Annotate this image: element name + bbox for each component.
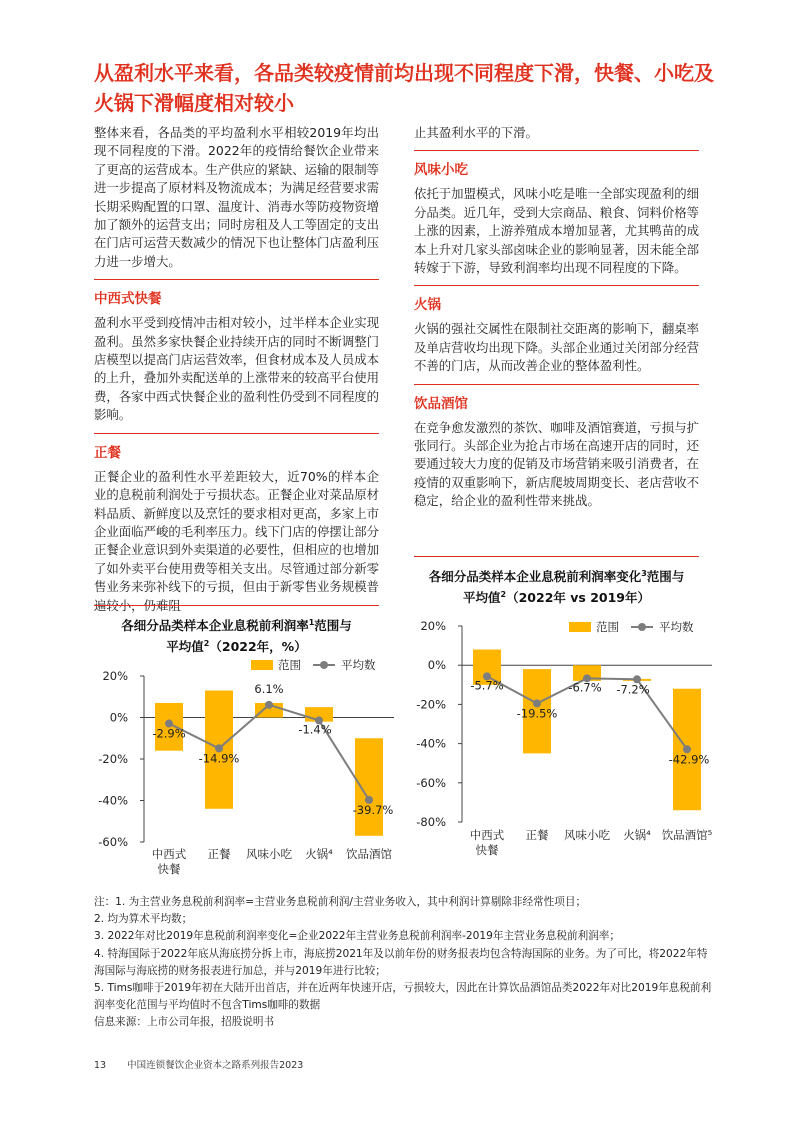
section-text-snacks: 依托于加盟模式，风味小吃是唯一全部实现盈利的细分品类。近几年，受到大宗商品、粮食、饲料价格等上涨的因素，上游养殖成本增加显著，尤其鸭苗的成本上升对几家头部卤味企业的影响显著，因未能全部转嫁于下游，导致利润率均出现不同程度的下降。 bbox=[414, 186, 699, 276]
section-title-drinks: 饮品酒馆 bbox=[414, 395, 468, 412]
value-label: -2.9% bbox=[152, 726, 186, 741]
category-label: 正餐 bbox=[525, 828, 549, 842]
section-title-full-service: 正餐 bbox=[94, 444, 121, 461]
page-footer bbox=[94, 1057, 321, 1071]
chart-left bbox=[94, 648, 394, 884]
legend-range-swatch bbox=[569, 622, 591, 632]
chart-divider bbox=[414, 556, 699, 557]
section-divider bbox=[414, 150, 699, 151]
section-divider bbox=[94, 279, 379, 280]
y-tick-label: 0% bbox=[109, 710, 128, 725]
range-bar bbox=[355, 738, 383, 836]
value-label: -19.5% bbox=[516, 706, 558, 721]
intro-paragraph: 整体来看，各品类的平均盈利水平相较2019年均出现不同程度的下滑。2022年的疫情给餐饮企业带来了更高的运营成本。生产供应的紧缺、运输的限制等进一步提高了原材料及物流成本；为满足经营要求需长期采购配置的口罩、温度计、消毒水等防疫物资增加了额外的运营支出；同时房租及人工等固定的支出在门店可运营天数减少的情况下也让整体门店盈利压力进一步增大。 bbox=[94, 125, 379, 269]
y-tick-label: -20% bbox=[416, 697, 446, 712]
legend-avg-label: 平均数 bbox=[659, 620, 694, 634]
legend-avg-label: 平均数 bbox=[341, 658, 376, 672]
category-label: 饮品酒馆 bbox=[346, 847, 392, 861]
value-label: -7.2% bbox=[616, 682, 650, 697]
legend-avg-marker bbox=[638, 623, 646, 631]
section-title-snacks: 风味小吃 bbox=[414, 162, 468, 179]
value-label: -6.7% bbox=[568, 680, 602, 695]
value-label: -42.9% bbox=[668, 752, 710, 767]
y-tick-label: -40% bbox=[98, 793, 128, 808]
section-text-hotpot: 火锅的强社交属性在限制社交距离的影响下，翻桌率及单店营收均出现下降。头部企业通过关闭部分经营不善的门店，从而改善企业的整体盈利性。 bbox=[414, 321, 699, 374]
footnote: 5. Tims咖啡于2019年初在大陆开出首店，并在近两年快速开店，亏损较大，因此在计算饮品酒馆品类2022年对比2019年息税前利润率变化范围与平均值时不包含Tims咖啡的数据 bbox=[94, 982, 712, 1012]
chart-right bbox=[414, 610, 714, 866]
page-title: 从盈利水平来看，各品类较疫情前均出现不同程度下滑，快餐、小吃及火锅下滑幅度相对较小 bbox=[94, 61, 714, 115]
y-tick-label: -20% bbox=[98, 752, 128, 766]
section-text-drinks: 在竞争愈发激烈的茶饮、咖啡及酒馆赛道，亏损与扩张同行。头部企业为抢占市场在高速开店的同时，还要通过较大力度的促销及市场营销来吸引消费者，在疫情的双重影响下，新店爬坡周期变长、老店营收不稳定，给企业的盈利性带来挑战。 bbox=[414, 419, 699, 509]
left-column bbox=[94, 124, 379, 615]
source-note: 信息来源：上市公司年报，招股说明书 bbox=[94, 1016, 275, 1029]
legend-avg-marker bbox=[320, 661, 328, 669]
value-label: 6.1% bbox=[254, 681, 284, 696]
footnote: 2. 均为算术平均数； bbox=[94, 913, 193, 926]
section-title-hotpot: 火锅 bbox=[414, 297, 441, 314]
section-text-full-service: 正餐企业的盈利性水平差距较大，近70%的样本企业的息税前利润处于亏损状态。正餐企业对菜品原材料品质、新鲜度以及烹饪的要求相对更高，多家上市企业面临严峻的毛利率压力。线下门店的停摆让部分正餐企业意识到外卖渠道的必要性，但相应的也增加了如外卖平台使用费等相关支出。尽管通过部分新零售业务来弥补线下的亏损，但由于新零售业务规模普遍较小，仍难阻 bbox=[94, 468, 379, 613]
chart-right-title: 各细分品类样本企业息税前利润率变化$^3$范围与 平均值$^2$（2022年 vs 2019年） bbox=[428, 569, 685, 606]
section-divider bbox=[94, 433, 379, 434]
section-text-fast-food: 盈利水平受到疫情冲击相对较小，过半样本企业实现盈利。虽然多家快餐企业持续开店的同时不断调整门店模型以提高门店运营效率，但食材成本及人员成本的上升，叠加外卖配送单的上涨带来的较高平台使用费，各家中西式快餐企业的盈利性仍受到不同程度的影响。 bbox=[94, 315, 379, 423]
category-label: 快餐 bbox=[475, 843, 499, 857]
section-title-fast-food: 中西式快餐 bbox=[94, 291, 162, 308]
section-divider bbox=[414, 384, 699, 385]
footnote: 注：1. 为主营业务息税前利润率=主营业务息税前利润/主营业务收入，其中利润计算剔除非经常性项目； bbox=[94, 896, 587, 908]
footnotes bbox=[94, 894, 714, 1032]
continued-paragraph: 止其盈利水平的下滑。 bbox=[414, 125, 538, 140]
category-label: 火锅⁴ bbox=[305, 847, 333, 861]
y-tick-label: -60% bbox=[98, 835, 128, 849]
chart-left-title: 各细分品类样本企业息税前利润率$^1$范围与 平均值$^2$（2022年，%） bbox=[121, 618, 352, 655]
y-tick-label: -80% bbox=[416, 815, 446, 829]
right-column bbox=[414, 124, 699, 511]
legend-range-label: 范围 bbox=[278, 658, 301, 672]
value-label: -5.7% bbox=[470, 678, 504, 693]
section-divider bbox=[414, 285, 699, 286]
footnote: 4. 特海国际于2022年底从海底捞分拆上市，海底捞2021年及以前年份的财务报表均包含特海国际的业务。为了可比，将2022年特海国际与海底捞的财务报表进行加总，并与2019年进行比较； bbox=[94, 947, 708, 977]
category-label: 快餐 bbox=[157, 862, 181, 876]
chart-divider bbox=[94, 605, 379, 606]
legend-range-label: 范围 bbox=[596, 620, 619, 634]
category-label: 正餐 bbox=[207, 847, 231, 861]
y-tick-label: 20% bbox=[102, 669, 128, 683]
value-label: -14.9% bbox=[198, 751, 240, 766]
average-point bbox=[265, 701, 273, 709]
legend-range-swatch bbox=[251, 660, 273, 670]
category-label: 饮品酒馆⁵ bbox=[661, 828, 713, 842]
value-label: -39.7% bbox=[352, 802, 394, 817]
value-label: -1.4% bbox=[298, 722, 332, 737]
category-label: 中西式 bbox=[151, 847, 187, 861]
footnote: 3. 2022年对比2019年息税前利润率变化=企业2022年主营业务息税前利润率-2019年主营业务息税前利润率； bbox=[94, 930, 620, 943]
y-tick-label: 0% bbox=[427, 658, 446, 673]
category-label: 风味小吃 bbox=[246, 847, 292, 861]
y-tick-label: -40% bbox=[416, 736, 446, 751]
y-tick-label: -60% bbox=[416, 775, 446, 790]
category-label: 火锅⁴ bbox=[623, 828, 651, 842]
report-name: 中国连锁餐饮企业资本之路系列报告2023 bbox=[127, 1060, 304, 1071]
y-tick-label: 20% bbox=[420, 619, 446, 633]
category-label: 风味小吃 bbox=[564, 828, 610, 842]
category-label: 中西式 bbox=[469, 828, 505, 842]
page-number: 13 bbox=[94, 1060, 107, 1071]
